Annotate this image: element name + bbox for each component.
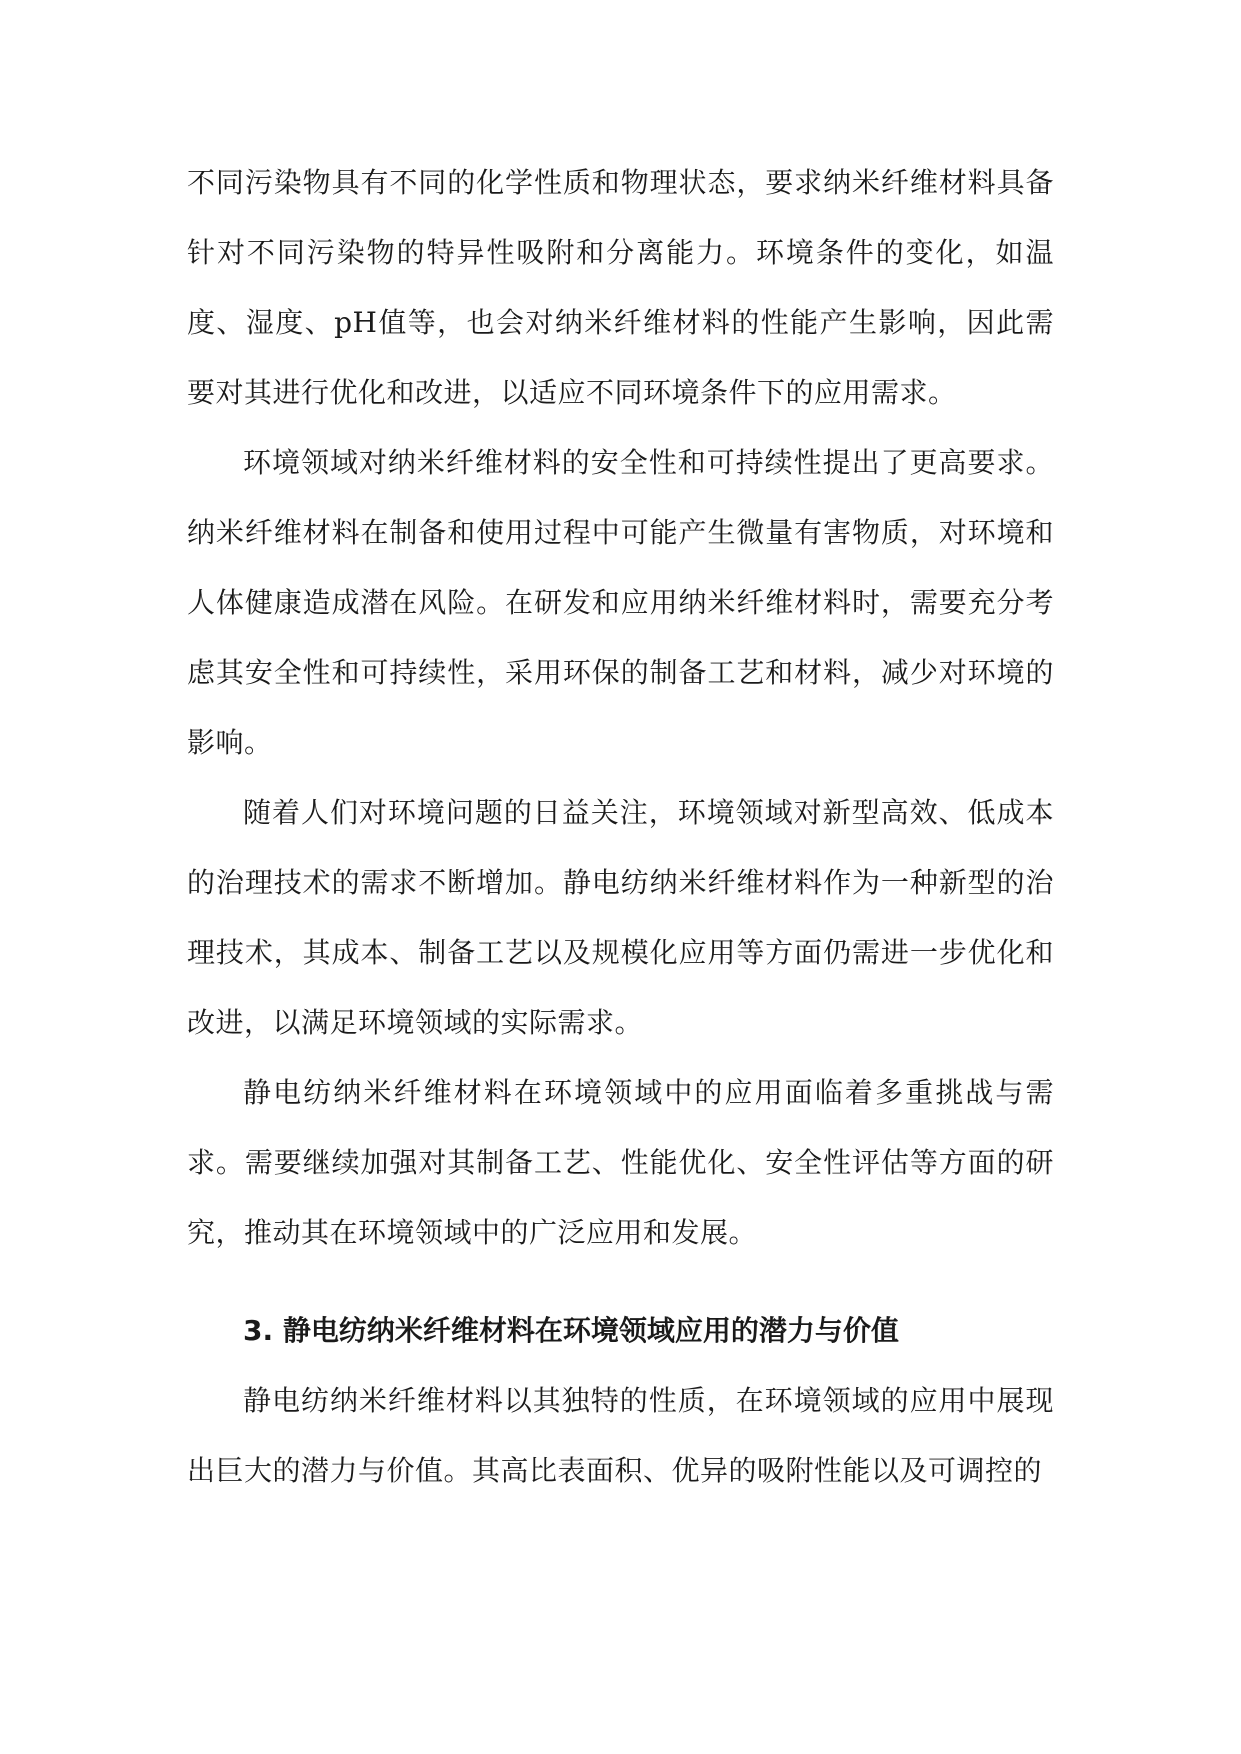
paragraph-3: 随着人们对环境问题的日益关注，环境领域对新型高效、低成本的治理技术的需求不断增加。静电纺纳米纤维材料作为一种新型的治理技术，其成本、制备工艺以及规模化应用等方面仍需进一步优化和改进，以满足环境领域的实际需求。 [187, 796, 1054, 1039]
paragraph-5: 静电纺纳米纤维材料以其独特的性质，在环境领域的应用中展现出巨大的潜力与价值。其高比表面积、优异的吸附性能以及可调控的 [187, 1384, 1054, 1487]
paragraph-4: 静电纺纳米纤维材料在环境领域中的应用面临着多重挑战与需求。需要继续加强对其制备工艺、性能优化、安全性评估等方面的研究，推动其在环境领域中的广泛应用和发展。 [187, 1076, 1054, 1249]
paragraph-2: 环境领域对纳米纤维材料的安全性和可持续性提出了更高要求。纳米纤维材料在制备和使用过程中可能产生微量有害物质，对环境和人体健康造成潜在风险。在研发和应用纳米纤维材料时，需要充分考虑其安全性和可持续性，采用环保的制备工艺和材料，减少对环境的影响。 [187, 446, 1054, 759]
document-body [187, 148, 1054, 1506]
section-heading: 3. 静电纺纳米纤维材料在环境领域应用的潜力与价值 [243, 1314, 899, 1347]
paragraph-1: 不同污染物具有不同的化学性质和物理状态，要求纳米纤维材料具备针对不同污染物的特异性吸附和分离能力。环境条件的变化，如温度、湿度、pH值等，也会对纳米纤维材料的性能产生影响，因此需要对其进行优化和改进，以适应不同环境条件下的应用需求。 [187, 166, 1054, 409]
